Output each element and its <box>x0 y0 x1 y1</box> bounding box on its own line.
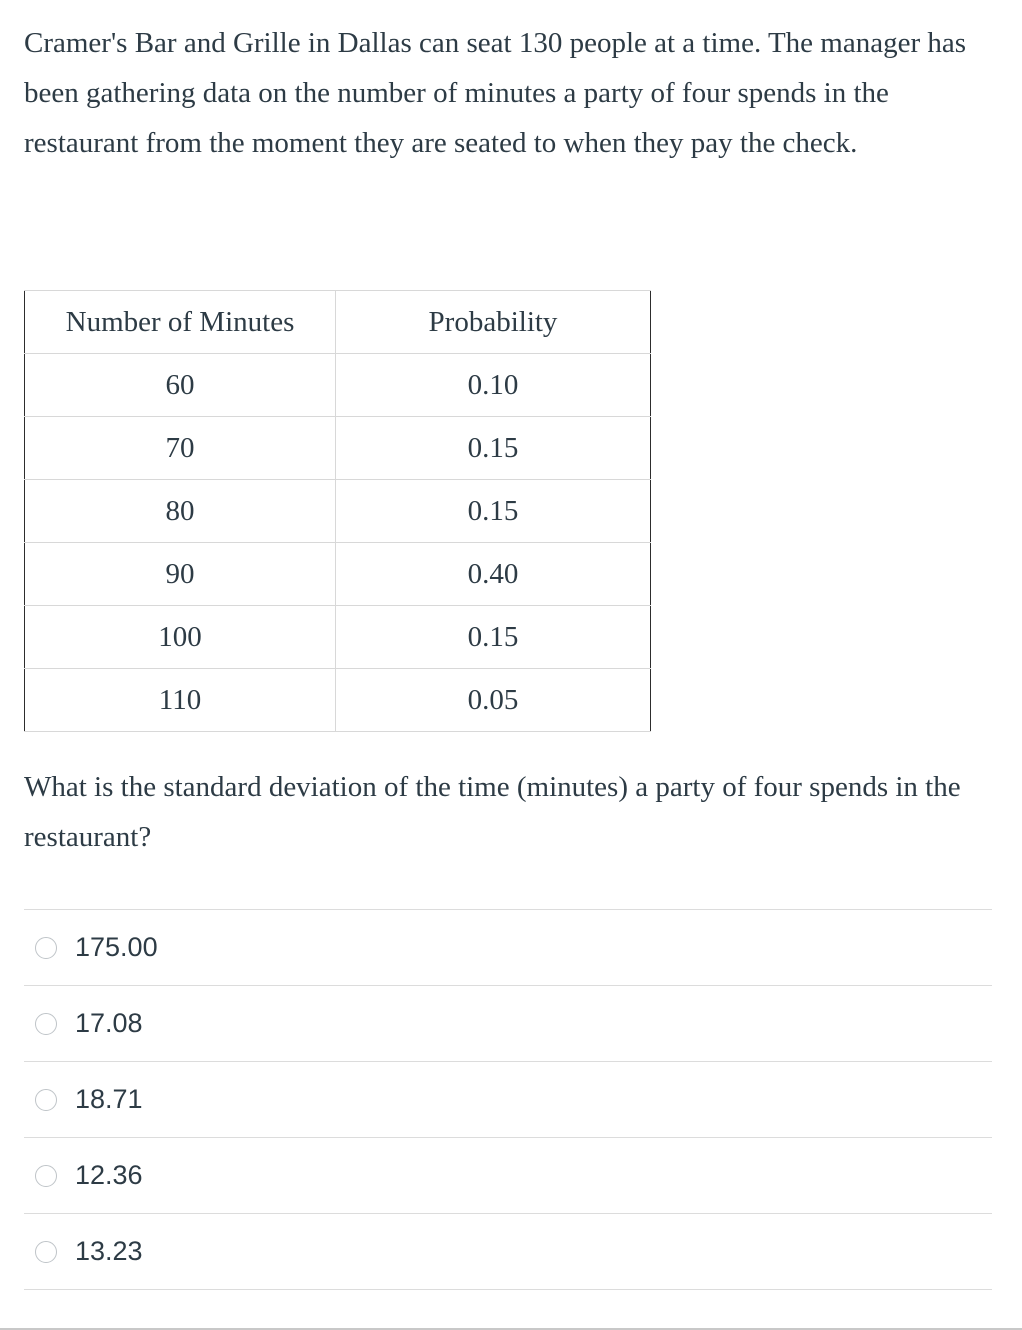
question-intro <box>24 18 996 168</box>
column-header-probability: Probability <box>336 291 651 354</box>
minutes-cell: 90 <box>25 543 336 606</box>
minutes-cell: 100 <box>25 606 336 669</box>
answer-option[interactable] <box>24 910 992 986</box>
minutes-cell: 70 <box>25 417 336 480</box>
answer-option[interactable] <box>24 1062 992 1138</box>
radio-button[interactable] <box>35 937 57 959</box>
answer-label: 175.00 <box>75 932 158 962</box>
answer-option[interactable] <box>24 986 992 1062</box>
answer-label: 13.23 <box>75 1236 143 1266</box>
radio-button[interactable] <box>35 1241 57 1263</box>
question-prompt-text: What is the standard deviation of the time (minutes) a party of four spends in the restaurant? <box>24 771 961 853</box>
minutes-cell: 80 <box>25 480 336 543</box>
question-intro-text: Cramer's Bar and Grille in Dallas can seat 130 people at a time. The manager has been gathering data on the number of minutes a party of four spends in the restaurant from the moment they are seated to when they pay the check. <box>24 27 967 159</box>
question-prompt <box>24 762 996 862</box>
answer-option[interactable] <box>24 1138 992 1214</box>
probability-cell: 0.10 <box>336 354 651 417</box>
probability-cell: 0.40 <box>336 543 651 606</box>
column-header-minutes: Number of Minutes <box>25 291 336 354</box>
answer-list <box>24 909 992 1290</box>
answer-label: 12.36 <box>75 1160 143 1190</box>
radio-button[interactable] <box>35 1089 57 1111</box>
table-row <box>25 543 651 606</box>
probability-cell: 0.15 <box>336 417 651 480</box>
probability-cell: 0.15 <box>336 480 651 543</box>
probability-cell: 0.05 <box>336 669 651 732</box>
table-row <box>25 480 651 543</box>
radio-button[interactable] <box>35 1013 57 1035</box>
table-row <box>25 669 651 732</box>
radio-button[interactable] <box>35 1165 57 1187</box>
answer-option[interactable] <box>24 1214 992 1290</box>
answer-label: 17.08 <box>75 1008 143 1038</box>
minutes-cell: 60 <box>25 354 336 417</box>
table-header-row <box>25 291 651 354</box>
answer-label: 18.71 <box>75 1084 143 1114</box>
probability-cell: 0.15 <box>336 606 651 669</box>
table-row <box>25 417 651 480</box>
table-row <box>25 354 651 417</box>
minutes-cell: 110 <box>25 669 336 732</box>
probability-table <box>24 290 651 732</box>
table-row <box>25 606 651 669</box>
